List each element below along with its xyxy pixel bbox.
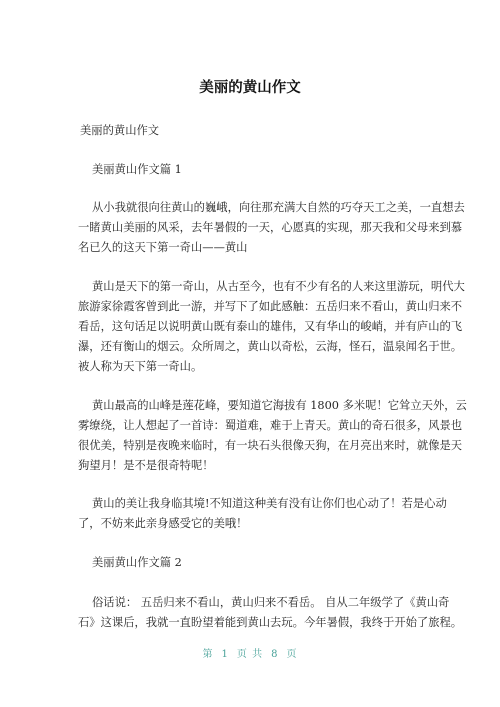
total-pages-number: 8 (271, 649, 279, 660)
page-label-mid: 页 共 (236, 649, 264, 660)
page-counter (0, 645, 500, 660)
paragraph-line: 瀑，还有衡山的烟云。众所周之，黄山以奇松，云海，怪石，温泉闻名于世。 (78, 340, 463, 353)
section-heading-1: 美丽黄山作文篇 1 (92, 163, 182, 176)
paragraph-line: 从小我就很向往黄山的巍峨，向往那充满大自然的巧夺天工之美，一直想去 (92, 201, 465, 214)
document-subtitle: 美丽的黄山作文 (80, 124, 160, 137)
paragraph-line: 雾缭绕，让人想起了一首诗：蜀道难，难于上青天。黄山的奇石很多，风景也 (78, 419, 463, 432)
page-label-prefix: 第 (202, 649, 214, 660)
paragraph-line: 了，不妨来此亲身感受它的美哦！ (78, 517, 248, 530)
page-label-suffix: 页 (286, 649, 298, 660)
paragraph-line: 很优美，特别是夜晚来临时，有一块石头很像天狗，在月亮出来时，就像是天 (78, 439, 463, 452)
paragraph-line: 被人称为天下第一奇山。 (78, 360, 203, 373)
document-title: 美丽的黄山作文 (199, 80, 301, 96)
paragraph-line: 狗望月！是不是很奇特呢！ (78, 459, 214, 472)
paragraph-line: 俗话说： 五岳归来不看山，黄山归来不看岳。 自从二年级学了《黄山奇 (92, 596, 450, 609)
paragraph-line: 黄山最高的山峰是莲花峰，要知道它海拔有 1800 多米呢！它耸立天外，云 (92, 399, 467, 412)
paragraph-line: 看岳，这句话足以说明黄山既有泰山的雄伟，又有华山的峻峭，并有庐山的飞 (78, 320, 463, 333)
section-heading-2: 美丽黄山作文篇 2 (92, 556, 182, 569)
paragraph-line: 一睹黄山美丽的风采，去年暑假的一天，心愿真的实现，那天我和父母来到慕 (78, 221, 463, 234)
paragraph-line: 名已久的这天下第一奇山——黄山 (78, 241, 248, 254)
paragraph-line: 旅游家徐霞客曾到此一游，并写下了如此感触：五岳归来不看山，黄山归来不 (78, 300, 463, 313)
paragraph-line: 黄山的美让我身临其境!不知道这种美有没有让你们也心动了！若是心动 (92, 497, 447, 510)
current-page-number: 1 (221, 649, 229, 660)
paragraph-line: 石》这课后，我就一直盼望着能到黄山去玩。今年暑假，我终于开始了旅程。 (78, 616, 463, 629)
paragraph-line: 黄山是天下的第一奇山，从古至今，也有不少有名的人来这里游玩，明代大 (92, 280, 465, 293)
